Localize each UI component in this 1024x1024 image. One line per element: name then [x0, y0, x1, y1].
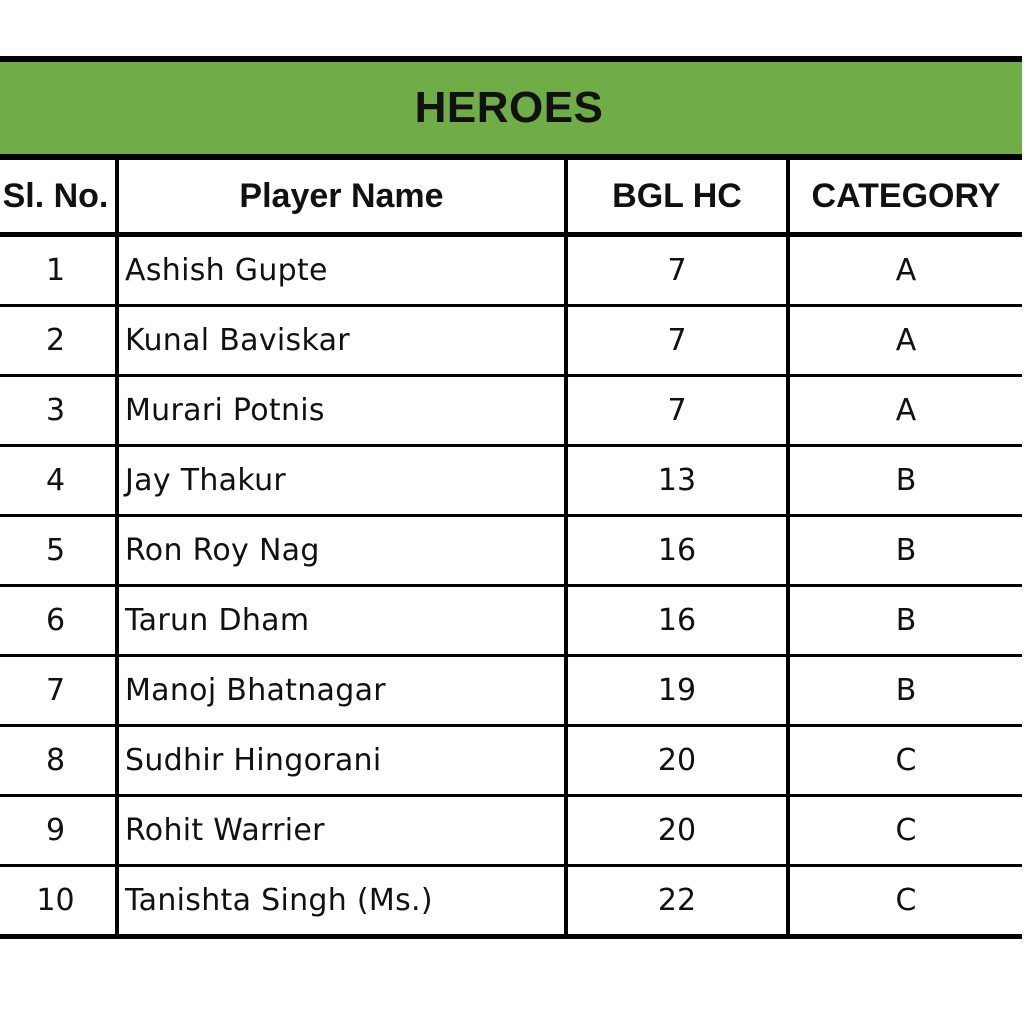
cell-bgl-hc: 16 [566, 586, 788, 656]
cell-category: A [788, 376, 1022, 446]
cell-bgl-hc: 19 [566, 656, 788, 726]
header-sl-no: Sl. No. [0, 160, 117, 235]
cell-player-name: Murari Potnis [117, 376, 566, 446]
table-row [0, 376, 1022, 446]
cell-sl-no: 8 [0, 726, 117, 796]
header-bgl-hc: BGL HC [566, 160, 788, 235]
cell-player-name: Tarun Dham [117, 586, 566, 656]
table-row [0, 306, 1022, 376]
cell-category: B [788, 656, 1022, 726]
cell-sl-no: 7 [0, 656, 117, 726]
cell-sl-no: 6 [0, 586, 117, 656]
table-row [0, 796, 1022, 866]
cell-player-name: Manoj Bhatnagar [117, 656, 566, 726]
cell-bgl-hc: 16 [566, 516, 788, 586]
cell-bgl-hc: 7 [566, 306, 788, 376]
header-player-name: Player Name [117, 160, 566, 235]
table-row [0, 866, 1022, 935]
cell-category: B [788, 446, 1022, 516]
cell-player-name: Ashish Gupte [117, 235, 566, 306]
cell-player-name: Sudhir Hingorani [117, 726, 566, 796]
cell-category: C [788, 866, 1022, 935]
cell-player-name: Tanishta Singh (Ms.) [117, 866, 566, 935]
table-row [0, 586, 1022, 656]
cell-sl-no: 2 [0, 306, 117, 376]
cell-sl-no: 3 [0, 376, 117, 446]
cell-bgl-hc: 20 [566, 726, 788, 796]
cell-player-name: Jay Thakur [117, 446, 566, 516]
cell-category: C [788, 726, 1022, 796]
cell-category: C [788, 796, 1022, 866]
table-row [0, 516, 1022, 586]
cell-bgl-hc: 13 [566, 446, 788, 516]
cell-bgl-hc: 7 [566, 235, 788, 306]
cell-sl-no: 10 [0, 866, 117, 935]
table-row [0, 446, 1022, 516]
cell-player-name: Kunal Baviskar [117, 306, 566, 376]
cell-category: B [788, 516, 1022, 586]
header-row [0, 160, 1022, 235]
table-row [0, 726, 1022, 796]
cell-category: B [788, 586, 1022, 656]
heroes-table-sheet [0, 56, 1022, 939]
cell-category: A [788, 235, 1022, 306]
cell-bgl-hc: 7 [566, 376, 788, 446]
table-row [0, 235, 1022, 306]
header-category: CATEGORY [788, 160, 1022, 235]
players-table [0, 160, 1022, 934]
cell-bgl-hc: 20 [566, 796, 788, 866]
cell-category: A [788, 306, 1022, 376]
cell-sl-no: 9 [0, 796, 117, 866]
table-row [0, 656, 1022, 726]
cell-sl-no: 4 [0, 446, 117, 516]
cell-sl-no: 1 [45, 253, 66, 288]
cell-sl-no: 5 [0, 516, 117, 586]
table-title: HEROES [0, 62, 1022, 160]
cell-bgl-hc: 22 [566, 866, 788, 935]
cell-player-name: Ron Roy Nag [117, 516, 566, 586]
cell-player-name: Rohit Warrier [117, 796, 566, 866]
